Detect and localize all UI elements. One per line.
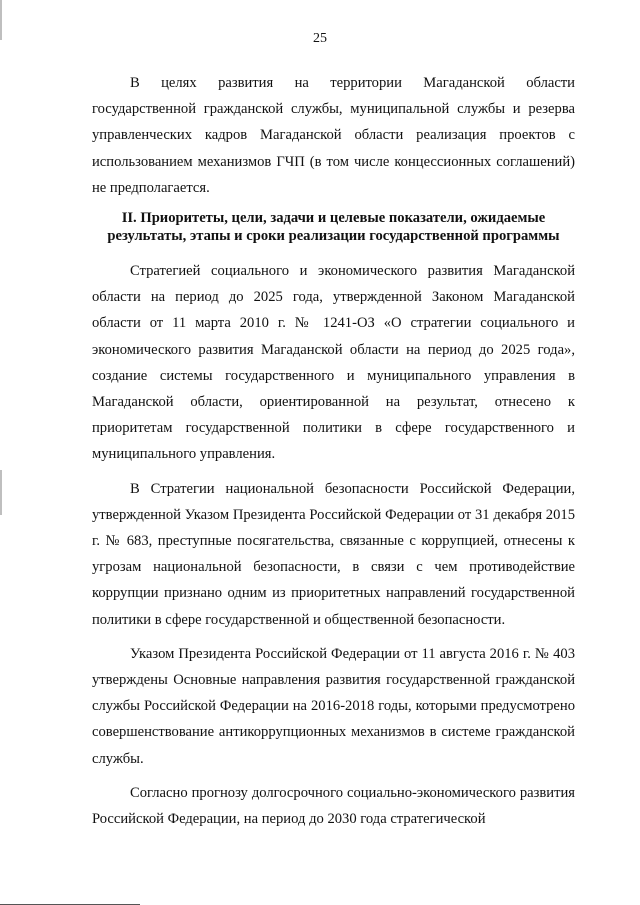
paragraph-strategy: Стратегией социального и экономического развития Магаданской области на период до 2025 года, утвержденной Законом Магаданской области от 11 марта 2010 г. № 1241-ОЗ «О стратегии социального и экономического развития Магаданской области на период до 2025 года», создание системы государственного и муниципального управления в Магаданской области, ориентированной на результат, отнесено к приоритетам государственной политики в сфере государственного и муниципального управления.: [92, 263, 575, 463]
paragraph-forecast: Согласно прогнозу долгосрочного социально-экономического развития Российской Федерации, на период до 2030 года стратегической: [92, 784, 575, 828]
scan-margin-mark: [0, 470, 2, 515]
section-heading: II. Приоритеты, цели, задачи и целевые показатели, ожидаемые результаты, этапы и сроки реализации государственной программы: [107, 210, 560, 245]
page-number: 25: [313, 31, 327, 46]
page-body: [92, 70, 575, 832]
paragraph-decree-403: Указом Президента Российской Федерации от 11 августа 2016 г. № 403 утверждены Основные направления развития государственной гражданской службы Российской Федерации на 2016-2018 годы, которыми предусмотрено совершенствование антикоррупционных механизмов в системе гражданской службы.: [92, 645, 575, 767]
paragraph-gchp: В целях развития на территории Магаданской области государственной гражданской службы, муниципальной службы и резерва управленческих кадров Магаданской области реализация проектов с использованием механизмов ГЧП (в том числе концессионных соглашений) не предполагается.: [92, 75, 575, 196]
paragraph-national-security: В Стратегии национальной безопасности Российской Федерации, утвержденной Указом Президента Российской Федерации от 31 декабря 2015 г. № 683, преступные посягательства, связанные с коррупцией, отнесены к угрозам национальной безопасности, в связи с чем противодействие коррупции признано одним из приоритетных направлений государственной политики в сфере государственной и общественной безопасности.: [92, 480, 575, 628]
